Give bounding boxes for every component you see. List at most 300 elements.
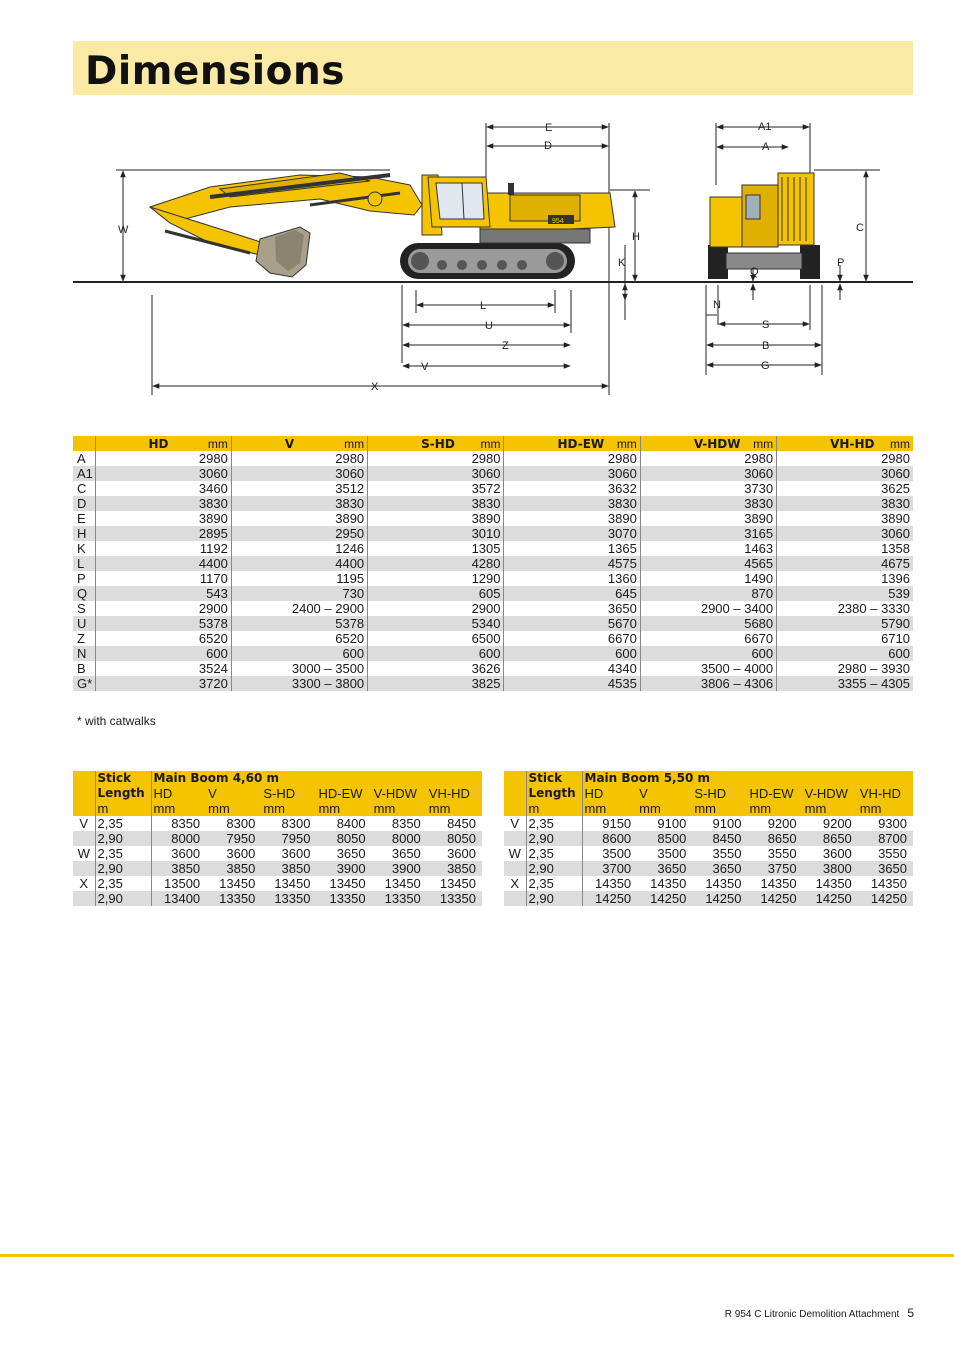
table-cell: 3830: [95, 496, 231, 511]
model-badge: 954: [552, 218, 564, 225]
table-cell: 3700: [582, 861, 637, 876]
table-cell: 645: [504, 586, 640, 601]
table-cell: 8450: [692, 831, 747, 846]
label-a1: A1: [758, 121, 772, 133]
table-cell: 3890: [95, 511, 231, 526]
table-row: [73, 676, 913, 691]
table-cell: 3500: [657, 846, 687, 861]
table-cell: 8600: [582, 831, 637, 846]
table-cell: 3060: [504, 466, 640, 481]
table-cell: 5790: [777, 616, 913, 631]
table-row: [73, 571, 913, 586]
table-cell: 3625: [777, 481, 913, 496]
col-header: V: [206, 786, 261, 801]
table-cell: 3500 – 4000: [640, 661, 776, 676]
table-cell: 3830: [777, 496, 913, 511]
table-cell: 9100: [657, 816, 687, 831]
stick-length: 2,90: [95, 831, 151, 846]
table-cell: 600: [231, 646, 367, 661]
table-cell: 13350: [316, 891, 371, 906]
table-cell: 14250: [803, 891, 858, 906]
table-cell: 3512: [231, 481, 367, 496]
table-cell: 8700: [858, 831, 913, 846]
row-label: Z: [73, 631, 95, 646]
table-cell: 9100: [712, 816, 742, 831]
table-cell: 3830: [640, 496, 776, 511]
table-cell: 4280: [368, 556, 504, 571]
table-row: [73, 451, 913, 466]
row-label: K: [73, 541, 95, 556]
table-cell: 8650: [803, 831, 858, 846]
table-cell: 5378: [231, 616, 367, 631]
table-cell: 4675: [777, 556, 913, 571]
header-spacer: [504, 786, 526, 801]
table-cell: 3730: [640, 481, 776, 496]
stick-length: 2,35: [526, 876, 582, 891]
col-header: VH-HD: [858, 786, 913, 801]
table-cell: 3626: [368, 661, 504, 676]
table-cell: 6710: [777, 631, 913, 646]
table-row: [504, 816, 913, 831]
unit-cell: mm: [747, 801, 802, 816]
table-cell: 3650: [504, 601, 640, 616]
row-group: V: [510, 816, 520, 831]
table-cell: 8050: [316, 831, 371, 846]
table-cell: 600: [95, 646, 231, 661]
table-cell: 870: [640, 586, 776, 601]
unit-cell: mm: [206, 801, 261, 816]
table-cell: 13450: [329, 876, 366, 891]
table-cell: 3830: [504, 496, 640, 511]
table-cell: 6520: [231, 631, 367, 646]
table-cell: 605: [368, 586, 504, 601]
table-cell: 1396: [777, 571, 913, 586]
table-cell: 2980: [368, 451, 504, 466]
table-cell: 3825: [368, 676, 504, 691]
table-cell: 8400: [336, 816, 366, 831]
table-cell: 6670: [504, 631, 640, 646]
table-row: [73, 631, 913, 646]
footnote: * with catwalks: [77, 714, 156, 728]
row-label: S: [73, 601, 95, 616]
row-label: P: [73, 571, 95, 586]
table-cell: 1170: [95, 571, 231, 586]
stick-header: Stick: [526, 771, 582, 786]
col-header: VH-HD mm: [777, 436, 913, 451]
table-cell: 8500: [637, 831, 692, 846]
table-cell: 2380 – 3330: [777, 601, 913, 616]
table-row: [73, 586, 913, 601]
table-row: [504, 891, 913, 906]
table-row: [73, 601, 913, 616]
table-row: [73, 646, 913, 661]
col-header: S-HD: [692, 786, 747, 801]
table-cell: 13450: [439, 876, 476, 891]
table-cell: 3850: [261, 861, 316, 876]
stick-length: 2,35: [526, 816, 582, 831]
table-cell: 8300: [281, 816, 311, 831]
stick-length: 2,35: [95, 816, 151, 831]
table-cell: 2980: [504, 451, 640, 466]
table-cell: 600: [504, 646, 640, 661]
row-label: U: [73, 616, 95, 631]
table-cell: 8350: [391, 816, 421, 831]
boom-unit-row: [504, 801, 913, 816]
table-cell: 3070: [504, 526, 640, 541]
table-cell: 14350: [815, 876, 852, 891]
table-cell: 600: [640, 646, 776, 661]
table-row: [73, 511, 913, 526]
table-cell: 4575: [504, 556, 640, 571]
footer-rule: [0, 1254, 954, 1257]
stick-length: 2,35: [95, 876, 151, 891]
table-cell: 3890: [777, 511, 913, 526]
label-z: Z: [502, 340, 509, 352]
col-header: HD-EW mm: [504, 436, 640, 451]
boom-table-4-60: [73, 771, 482, 906]
col-header: V: [637, 786, 692, 801]
boom-header-row: [73, 771, 482, 786]
table-row: [73, 541, 913, 556]
table-cell: 3850: [206, 861, 261, 876]
table-cell: 13350: [206, 891, 261, 906]
label-b: B: [762, 340, 770, 352]
label-c: C: [856, 222, 864, 234]
table-cell: 3460: [95, 481, 231, 496]
unit-cell: mm: [692, 801, 747, 816]
table-cell: 7950: [261, 831, 316, 846]
col-header: HD-EW: [747, 786, 802, 801]
row-group: X: [79, 876, 89, 891]
table-cell: 9200: [822, 816, 852, 831]
table-cell: 4400: [95, 556, 231, 571]
table-cell: 3890: [368, 511, 504, 526]
label-a: A: [762, 141, 770, 153]
label-q: Q: [750, 266, 759, 278]
boom-header-row: [504, 786, 913, 801]
col-header: S-HD mm: [368, 436, 504, 451]
table-cell: 3550: [712, 846, 742, 861]
row-label: E: [73, 511, 95, 526]
table-cell: 3550: [878, 846, 907, 861]
table-cell: 9200: [767, 816, 797, 831]
row-group: [73, 831, 95, 846]
table-cell: 3600: [226, 846, 256, 861]
table-cell: 8650: [747, 831, 802, 846]
header-spacer: [73, 771, 95, 786]
table-cell: 13350: [427, 891, 482, 906]
row-group: [504, 891, 526, 906]
header-spacer: [73, 801, 95, 816]
table-cell: 1490: [640, 571, 776, 586]
table-cell: 14250: [858, 891, 913, 906]
table-row: [504, 876, 913, 891]
table-row: [504, 831, 913, 846]
table-cell: 2980: [640, 451, 776, 466]
table-cell: 3830: [231, 496, 367, 511]
label-d: D: [544, 140, 552, 152]
unit-cell: mm: [372, 801, 427, 816]
label-v: V: [421, 361, 429, 373]
stick-header: Length: [526, 786, 582, 801]
row-group: [504, 831, 526, 846]
unit-cell: m: [95, 801, 151, 816]
table-cell: 3800: [803, 861, 858, 876]
table-row: [73, 861, 482, 876]
row-group: W: [77, 846, 90, 861]
table-row: [504, 846, 913, 861]
row-group: W: [508, 846, 521, 861]
table-row: [73, 616, 913, 631]
table-cell: 13400: [151, 891, 206, 906]
table-cell: 14350: [582, 876, 637, 891]
table-cell: 14350: [705, 876, 742, 891]
table-cell: 3632: [504, 481, 640, 496]
table-cell: 8000: [372, 831, 427, 846]
table-cell: 3890: [504, 511, 640, 526]
footer: [725, 1306, 914, 1320]
row-label: L: [73, 556, 95, 571]
col-header: VH-HD: [427, 786, 482, 801]
table-cell: 7950: [206, 831, 261, 846]
table-row: [73, 556, 913, 571]
row-label: H: [73, 526, 95, 541]
boom-unit-row: [73, 801, 482, 816]
table-cell: 2895: [95, 526, 231, 541]
stick-length: 2,90: [526, 861, 582, 876]
unit-cell: mm: [261, 801, 316, 816]
table-cell: 3600: [447, 846, 476, 861]
footer-title: R 954 C Litronic Demolition Attachment: [724, 1309, 900, 1320]
label-l: L: [480, 300, 487, 312]
table-cell: 13350: [261, 891, 316, 906]
table-cell: 14250: [637, 891, 692, 906]
table-cell: 3060: [640, 466, 776, 481]
table-cell: 1358: [777, 541, 913, 556]
page-number: 5: [907, 1306, 914, 1320]
table-cell: 2900: [368, 601, 504, 616]
table-cell: 3165: [640, 526, 776, 541]
table-row: [73, 816, 482, 831]
table-cell: 1195: [231, 571, 367, 586]
table-cell: 3720: [95, 676, 231, 691]
table-cell: 730: [231, 586, 367, 601]
row-label: D: [73, 496, 95, 511]
table-cell: 3060: [777, 466, 913, 481]
table-cell: 2900: [95, 601, 231, 616]
table-row: [73, 846, 482, 861]
table-cell: 3850: [427, 861, 482, 876]
table-cell: 1192: [95, 541, 231, 556]
label-u: U: [485, 320, 493, 332]
table-cell: 3300 – 3800: [231, 676, 367, 691]
table-row: [73, 661, 913, 676]
stick-length: 2,90: [526, 891, 582, 906]
unit-cell: mm: [637, 801, 692, 816]
table-cell: 3900: [372, 861, 427, 876]
table-cell: 1290: [368, 571, 504, 586]
table-cell: 3650: [692, 861, 747, 876]
table-cell: 3060: [231, 466, 367, 481]
table-cell: 4340: [504, 661, 640, 676]
table-row: [73, 481, 913, 496]
table-cell: 9150: [582, 816, 637, 831]
table-cell: 1360: [504, 571, 640, 586]
row-label: C: [73, 481, 95, 496]
table-cell: 14250: [747, 891, 802, 906]
row-group: [73, 891, 95, 906]
unit-cell: m: [526, 801, 582, 816]
row-group: [504, 861, 526, 876]
table-cell: 3500: [582, 846, 637, 861]
unit-cell: mm: [858, 801, 913, 816]
table-cell: 14250: [582, 891, 637, 906]
table-cell: 3000 – 3500: [231, 661, 367, 676]
col-header: HD: [151, 786, 206, 801]
table-cell: 1305: [368, 541, 504, 556]
table-cell: 1246: [231, 541, 367, 556]
col-header: HD-EW: [316, 786, 371, 801]
table-cell: 9300: [878, 816, 907, 831]
table-cell: 3650: [637, 861, 692, 876]
unit-cell: mm: [151, 801, 206, 816]
table-cell: 3850: [151, 861, 206, 876]
label-p: P: [837, 257, 845, 269]
table-cell: 3900: [316, 861, 371, 876]
boom-header-row: [73, 786, 482, 801]
table-cell: 539: [777, 586, 913, 601]
table-cell: 3524: [95, 661, 231, 676]
col-header: S-HD: [261, 786, 316, 801]
dimensions-table: [73, 436, 913, 691]
stick-length: 2,90: [526, 831, 582, 846]
dimensions-table-header: [73, 436, 913, 451]
unit-cell: mm: [582, 801, 637, 816]
table-cell: 2980: [95, 451, 231, 466]
table-cell: 3060: [368, 466, 504, 481]
table-cell: 3830: [368, 496, 504, 511]
label-g: G: [761, 360, 770, 372]
header-spacer: [504, 801, 526, 816]
table-cell: 3650: [858, 861, 913, 876]
boom-title: Main Boom 5,50 m: [582, 771, 913, 786]
table-cell: 3600: [281, 846, 311, 861]
table-cell: 3806 – 4306: [640, 676, 776, 691]
table-cell: 3600: [151, 846, 206, 861]
table-cell: 6500: [368, 631, 504, 646]
label-e: E: [545, 122, 553, 134]
unit-cell: mm: [316, 801, 371, 816]
boom-table-5-50: [504, 771, 913, 906]
table-cell: 6520: [95, 631, 231, 646]
table-cell: 5378: [95, 616, 231, 631]
table-cell: 3550: [767, 846, 797, 861]
table-cell: 1463: [640, 541, 776, 556]
row-group: V: [79, 816, 89, 831]
table-cell: 2400 – 2900: [231, 601, 367, 616]
row-group: X: [510, 876, 520, 891]
table-cell: 5670: [504, 616, 640, 631]
table-cell: 2900 – 3400: [640, 601, 776, 616]
stick-header: Stick: [95, 771, 151, 786]
excavator-dimension-drawing: [70, 115, 915, 405]
table-cell: 3060: [777, 526, 913, 541]
table-cell: 8050: [427, 831, 482, 846]
table-cell: 5680: [640, 616, 776, 631]
table-cell: 3600: [822, 846, 852, 861]
table-row: [73, 891, 482, 906]
table-cell: 600: [368, 646, 504, 661]
table-row: [73, 876, 482, 891]
table-cell: 2980: [231, 451, 367, 466]
table-cell: 14350: [760, 876, 797, 891]
label-w: W: [118, 224, 129, 236]
table-row: [73, 526, 913, 541]
table-row: [73, 496, 913, 511]
table-cell: 4400: [231, 556, 367, 571]
table-cell: 6670: [640, 631, 776, 646]
table-cell: 8300: [226, 816, 256, 831]
table-cell: 8000: [151, 831, 206, 846]
table-cell: 3010: [368, 526, 504, 541]
stick-length: 2,35: [526, 846, 582, 861]
table-cell: 13450: [274, 876, 311, 891]
table-cell: 8350: [151, 816, 206, 831]
table-cell: 13350: [372, 891, 427, 906]
table-cell: 2950: [231, 526, 367, 541]
stick-length: 2,90: [95, 861, 151, 876]
label-h: H: [632, 231, 640, 243]
col-header: HD mm: [95, 436, 231, 451]
table-cell: 8450: [447, 816, 476, 831]
table-cell: 13450: [384, 876, 421, 891]
table-cell: 2980 – 3930: [777, 661, 913, 676]
table-cell: 14250: [692, 891, 747, 906]
stick-length: 2,35: [95, 846, 151, 861]
boom-title: Main Boom 4,60 m: [151, 771, 482, 786]
row-label: Q: [73, 586, 95, 601]
excavator-front-view: [708, 173, 820, 279]
label-x: X: [371, 381, 379, 393]
boom-header-row: [504, 771, 913, 786]
row-label: B: [73, 661, 95, 676]
table-cell: 13500: [151, 876, 206, 891]
col-header: V-HDW: [803, 786, 858, 801]
title-bar: [73, 41, 913, 95]
table-cell: 3750: [747, 861, 802, 876]
table-cell: 13450: [219, 876, 256, 891]
table-cell: 2980: [777, 451, 913, 466]
table-row: [504, 861, 913, 876]
table-cell: 14350: [870, 876, 907, 891]
stick-length: 2,90: [95, 891, 151, 906]
table-cell: 5340: [368, 616, 504, 631]
unit-cell: mm: [427, 801, 482, 816]
table-cell: 543: [95, 586, 231, 601]
header-spacer: [73, 786, 95, 801]
table-cell: 3355 – 4305: [777, 676, 913, 691]
table-cell: 3890: [231, 511, 367, 526]
page-title: Dimensions: [85, 49, 345, 94]
row-group: [73, 861, 95, 876]
label-k: K: [618, 257, 626, 269]
header-spacer: [504, 771, 526, 786]
table-cell: 1365: [504, 541, 640, 556]
col-header: V-HDW mm: [640, 436, 776, 451]
label-n: N: [713, 299, 721, 311]
table-cell: 4535: [504, 676, 640, 691]
row-label: N: [73, 646, 95, 661]
